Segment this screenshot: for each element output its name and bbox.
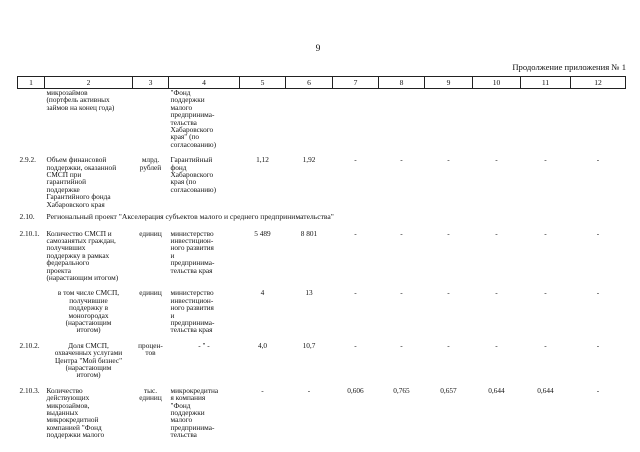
value-cell: - bbox=[544, 288, 547, 298]
value-cell bbox=[286, 89, 333, 149]
column-header: 2 bbox=[45, 77, 133, 89]
section-row bbox=[18, 208, 626, 221]
responsible-cell: министерство инвестицион- ного развития и предпринима- тельства края bbox=[170, 288, 215, 335]
value-cell bbox=[333, 89, 379, 149]
value-cell: - bbox=[447, 228, 450, 238]
column-header: 10 bbox=[473, 77, 521, 89]
unit-cell: тыс. единиц bbox=[139, 385, 162, 403]
column-header: 4 bbox=[169, 77, 240, 89]
unit-cell: единиц bbox=[139, 288, 162, 298]
section-title: Региональный проект "Акселерация субъектов малого и среднего предпринимательства" bbox=[46, 212, 334, 222]
value-cell: - bbox=[495, 155, 498, 165]
value-cell: - bbox=[307, 385, 311, 395]
value-cell bbox=[473, 89, 521, 149]
value-cell: - bbox=[447, 155, 450, 165]
value-cell: - bbox=[495, 288, 498, 298]
value-cell: - bbox=[544, 340, 547, 350]
row-number bbox=[18, 89, 45, 149]
value-cell: - bbox=[261, 385, 264, 395]
indicator-name: в том числе СМСП, получившие поддержку в моногородах (нарастающим итогом) bbox=[57, 288, 120, 335]
value-cell: - bbox=[596, 385, 600, 395]
table-row bbox=[18, 334, 626, 379]
table-row bbox=[18, 222, 626, 282]
indicator-name: Доля СМСП, охваченных услугами Центра "Мой бизнес" (нарастающим итогом) bbox=[54, 340, 123, 380]
value-cell: 1,12 bbox=[256, 155, 269, 165]
value-cell: - bbox=[354, 155, 357, 165]
value-cell bbox=[379, 89, 425, 149]
continuation-title: Продолжение приложения № 1 bbox=[512, 62, 626, 72]
responsible-cell: министерство инвестицион- ного развития и предпринима- тельства края bbox=[170, 228, 215, 275]
value-cell: 4,0 bbox=[257, 340, 268, 350]
column-header: 6 bbox=[286, 77, 333, 89]
column-header: 8 bbox=[379, 77, 425, 89]
unit-cell bbox=[133, 89, 169, 149]
value-cell: - bbox=[354, 340, 357, 350]
responsible-cell: микрокредитна я компания "Фонд поддержки малого предпринима- тельства bbox=[170, 385, 219, 440]
table-row bbox=[18, 148, 626, 208]
value-cell: 0,765 bbox=[393, 385, 410, 395]
value-cell: 0,644 bbox=[537, 385, 554, 395]
row-number: 2.10.1. bbox=[19, 228, 40, 238]
value-cell bbox=[521, 89, 571, 149]
indicator-name: Объем финансовой поддержки, оказанной СМСП при гарантийной поддержке Гарантийного фонда Хабаровского края bbox=[46, 155, 117, 209]
value-cell: - bbox=[447, 340, 450, 350]
column-header: 11 bbox=[521, 77, 571, 89]
value-cell: 13 bbox=[305, 288, 313, 298]
unit-cell: единиц bbox=[139, 228, 162, 238]
value-cell bbox=[425, 89, 473, 149]
column-header: 3 bbox=[133, 77, 169, 89]
column-header: 9 bbox=[425, 77, 473, 89]
value-cell: - bbox=[596, 155, 600, 165]
value-cell: - bbox=[400, 228, 403, 238]
indicators-table bbox=[17, 76, 626, 439]
table-header-row bbox=[18, 77, 626, 89]
section-number: 2.10. bbox=[19, 212, 35, 222]
row-number: 2.10.2. bbox=[19, 340, 40, 350]
row-number bbox=[18, 281, 45, 333]
value-cell: 5 489 bbox=[254, 228, 271, 238]
indicator-name: Количество действующих микрозаймов, выданных микрокредитной компанией "Фонд поддержки малого bbox=[46, 385, 105, 440]
value-cell: 1,92 bbox=[302, 155, 316, 165]
value-cell: - bbox=[495, 340, 498, 350]
table-row bbox=[18, 379, 626, 439]
value-cell: - bbox=[400, 340, 403, 350]
value-cell: 4 bbox=[260, 288, 265, 298]
row-number: 2.9.2. bbox=[19, 155, 36, 165]
value-cell: - bbox=[544, 228, 547, 238]
value-cell: - bbox=[596, 340, 600, 350]
value-cell: 8 801 bbox=[300, 228, 318, 238]
value-cell: - bbox=[354, 288, 357, 298]
indicator-name: микрозаймов (портфель активных займов на конец года) bbox=[46, 88, 115, 112]
value-cell bbox=[571, 89, 626, 149]
value-cell: - bbox=[544, 155, 547, 165]
column-header: 12 bbox=[571, 77, 626, 89]
column-header: 7 bbox=[333, 77, 379, 89]
table-row bbox=[18, 281, 626, 333]
unit-cell: процен- тов bbox=[138, 340, 163, 358]
value-cell: 0,644 bbox=[488, 385, 505, 395]
value-cell: - bbox=[447, 288, 450, 298]
page-number: 9 bbox=[315, 44, 321, 54]
row-number: 2.10.3. bbox=[19, 385, 40, 395]
unit-cell: млрд. рублей bbox=[139, 155, 162, 172]
responsible-cell: Гарантийный фонд Хабаровского края (по согласованию) bbox=[170, 155, 217, 194]
responsible-cell: "Фонд поддержки малого предпринима- тельства Хабаровского края" (по согласованию) bbox=[170, 88, 217, 149]
value-cell: 0,606 bbox=[347, 385, 364, 395]
indicator-name: Количество СМСП и самозанятых граждан, получивших поддержку в рамках федерального проекта (нарастающим итогом) bbox=[46, 228, 119, 282]
value-cell: 10,7 bbox=[302, 340, 316, 350]
value-cell: - bbox=[596, 288, 600, 298]
value-cell: - bbox=[400, 288, 403, 298]
table-row bbox=[18, 89, 626, 149]
column-header: 1 bbox=[18, 77, 45, 89]
responsible-cell: - " - bbox=[198, 340, 210, 350]
value-cell: - bbox=[596, 228, 600, 238]
value-cell: - bbox=[400, 155, 403, 165]
value-cell: - bbox=[495, 228, 498, 238]
value-cell: - bbox=[354, 228, 357, 238]
column-header: 5 bbox=[240, 77, 286, 89]
value-cell: 0,657 bbox=[440, 385, 457, 395]
value-cell bbox=[240, 89, 286, 149]
